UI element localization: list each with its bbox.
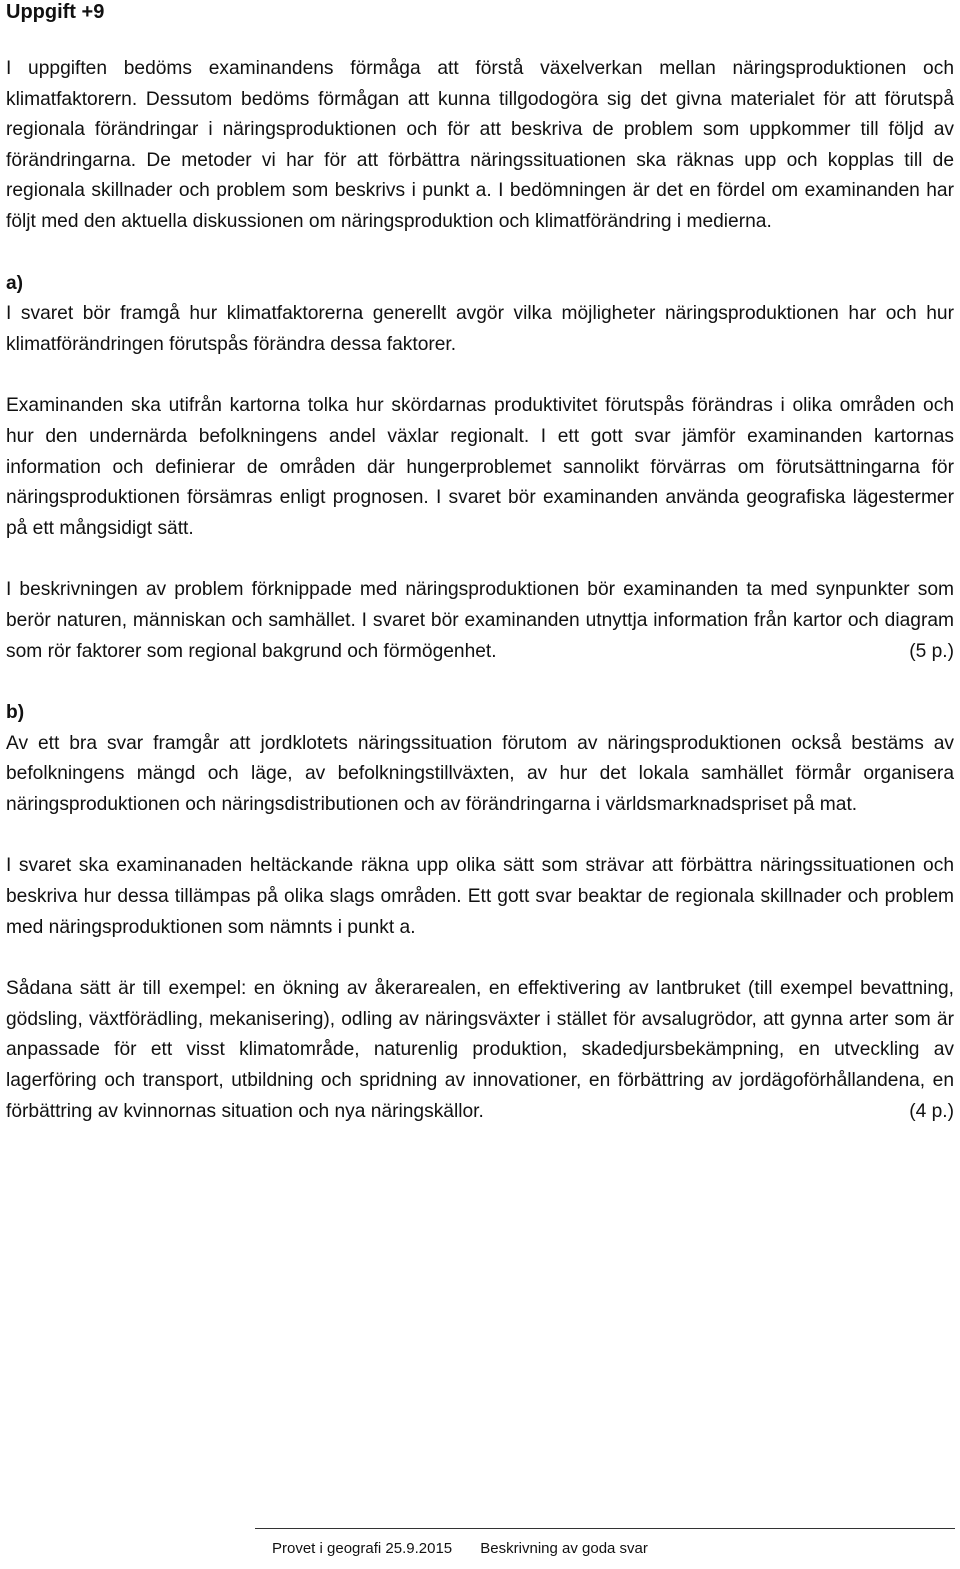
intro-paragraph: I uppgiften bedöms examinandens förmåga att förstå växelverkan mellan näringsproduktionen och klimatfaktorern. Dessutom bedöms förmågan att kunna tillgodogöra sig det givna materialet för att förutspå regionala förändringar i näringsproduktionen och för att beskriva de problem som uppkommer till följd av förändringarna. De metoder vi har för att förbättra näringssituationen ska räknas upp och kopplas till de regionala skillnader och problem som beskrivs i punkt a. I bedömningen är det en fördel om examinanden har följt med den aktuella diskussionen om näringsproduktion och klimatförändring i medierna. [6, 58, 954, 232]
footer-exam-name: Provet i geografi 25.9.2015 [272, 1540, 453, 1557]
part-b-paragraph-3 [6, 974, 954, 1127]
document-page [6, 0, 954, 1127]
part-a-label: a) [6, 272, 24, 294]
part-a-paragraph-1: I svaret bör framgå hur klimatfaktorerna generellt avgör vilka möjligheter näringsproduktionen har och hur klimatförändringen förutspås förändra dessa faktorer. [6, 303, 954, 355]
footer-doc-title: Beskrivning av goda svar [480, 1540, 648, 1557]
part-b-paragraph-3-text: Sådana sätt är till exempel: en ökning av åkerarealen, en effektivering av lantbruket (till exempel bevattning, gödsling, växtförädling, mekanisering), odling av näringsväxter i stället för avsalugrödor, att gynna arter som är anpassade för ett visst klimatområde, naturenlig produktion, skadedjursbekämpning, en utveckling av lagerföring och transport, utbildning och spridning av innovationer, en förbättring av jordägoförhållandena, en förbättring av kvinnornas situation och nya näringskällor. [6, 978, 954, 1122]
part-b-paragraph-1: Av ett bra svar framgår att jordklotets näringssituation förutom av näringsproduktionen också bestäms av befolkningens mängd och läge, av befolkningstillväxten, av hur det lokala samhället förmår organisera näringsproduktionen och näringsdistributionen och av förändringarna i världsmarknadspriset på mat. [6, 732, 954, 815]
part-a-points: (5 p.) [909, 640, 954, 662]
part-a-paragraph-2: Examinanden ska utifrån kartorna tolka hur skördarnas produktivitet förutspås förändras i olika områden och hur den undernärda befolkningens andel växlar regionalt. I ett gott svar jämför examinanden kartornas information och definierar de områden där hungerproblemet sannolikt förvärras om förutsättningarna för näringsproduktionen försämras enligt prognosen. I svaret bör examinanden använda geografiska lägestermer på ett mångsidigt sätt. [6, 395, 954, 539]
part-a-paragraph-3 [6, 575, 954, 667]
part-b-paragraph-2: I svaret ska examinanaden heltäckande räkna upp olika sätt som strävar att förbättra näringssituationen och beskriva hur dessa tillämpas på olika slags områden. Ett gott svar beaktar de regionala skillnader och problem med näringsproduktionen som nämnts i punkt a. [6, 855, 954, 938]
part-b-points: (4 p.) [909, 1100, 954, 1122]
page-footer [255, 1528, 955, 1569]
page-title: Uppgift +9 [6, 1, 105, 23]
part-b-label: b) [6, 702, 25, 724]
part-a-paragraph-3-text: I beskrivningen av problem förknippade med näringsproduktionen bör examinanden ta med synpunkter som berör naturen, människan och samhället. I svaret bör examinanden utnyttja information från kartor och diagram som rör faktorer som regional bakgrund och förmögenhet. [6, 579, 954, 662]
